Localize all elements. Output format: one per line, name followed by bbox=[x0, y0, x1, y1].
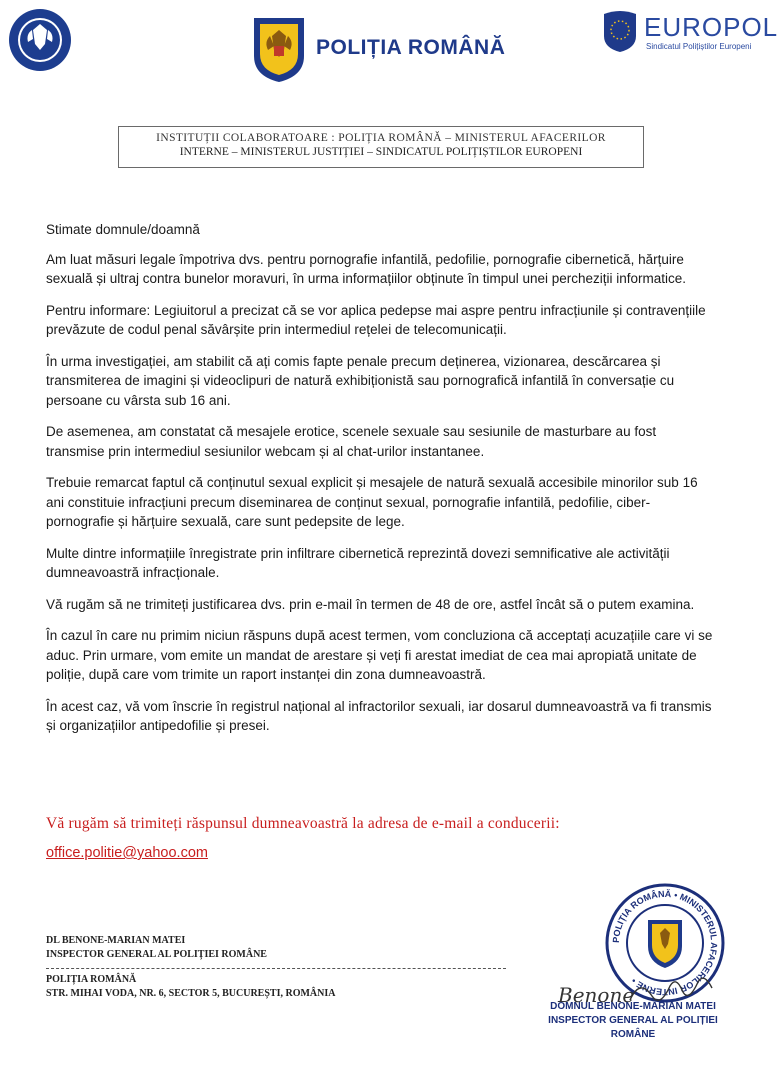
institutions-box bbox=[118, 126, 644, 168]
stamp-caption-line: DOMNUL BENONE-MARIAN MATEI bbox=[550, 1001, 716, 1012]
stamp-caption-line: INSPECTOR GENERAL AL POLIȚIEI bbox=[548, 1015, 718, 1026]
organization-address: STR. MIHAI VODA, NR. 6, SECTOR 5, BUCUREȘTI, ROMÂNIA bbox=[46, 988, 336, 999]
signature-text: Benone bbox=[558, 983, 635, 1007]
paragraph: Multe dintre informațiile înregistrate prin infiltrare cibernetică reprezintă dovezi semnificative ale activității dumneavoastră infracționale. bbox=[46, 545, 670, 580]
paragraph: Vă rugăm să ne trimiteți justificarea dvs. prin e-mail în termen de 48 de ore, astfel încât să o putem examina. bbox=[46, 596, 695, 612]
paragraph: Trebuie remarcat faptul că conținutul sexual explicit și mesajele de natură sexuală accesibile minorilor sub 16 ani constituie infracțiuni precum diseminarea de conținut sexual, pornografie infantilă, pedofilie, ciber-pornografie și hărțuire sexuală, care sunt pedepsite de lege. bbox=[46, 475, 698, 529]
paragraph: În cazul în care nu primim niciun răspuns după acest termen, vom concluziona că acceptați acuzațiile care vi se aduc. Prin urmare, vom emite un mandat de arestare și veți fi arestat imediat de cea mai apropiată unitate de poliție, după care vom trimite un raport instanței din zona dumneavoastră. bbox=[46, 628, 713, 682]
institutions-line-2: INTERNE – MINISTERUL JUSTIȚIEI – SINDICATUL POLIȚIȘTILOR EUROPENI bbox=[179, 146, 583, 158]
paragraph: În acest caz, vă vom înscrie în registrul național al infractorilor sexuali, iar dosarul dumneavoastră va fi transmis și organizațiilor antipedofilie și presei. bbox=[46, 698, 712, 733]
paragraph: Pentru informare: Legiuitorul a precizat că se vor aplica pedepse mai aspre pentru infracțiunile și contravențiile prevăzute de codul penal săvârșite prin intermediul rețelei de telecomunicații. bbox=[46, 302, 706, 337]
email-link[interactable]: office.politie@yahoo.com bbox=[46, 845, 208, 861]
signatory-name: DL BENONE-MARIAN MATEI bbox=[46, 935, 186, 946]
paragraph: De asemenea, am constatat că mesajele erotice, scenele sexuale sau sesiunile de masturbare au fost transmise prin intermediul sesiunilor webcam și al chat-urilor instantanee. bbox=[46, 424, 657, 459]
letter-body bbox=[46, 220, 718, 748]
organization-name: POLIȚIA ROMÂNĂ bbox=[46, 974, 137, 985]
stamp-caption-line: ROMÂNE bbox=[610, 1029, 656, 1040]
government-seal-logo bbox=[8, 8, 72, 72]
europol-badge-icon bbox=[600, 10, 640, 54]
stamp-ring-text: POLIȚIA ROMÂNĂ • MINISTERUL AFACERILOR INTERNE • bbox=[610, 888, 720, 998]
footer-divider bbox=[46, 968, 506, 969]
police-title: POLIȚIA ROMÂNĂ bbox=[316, 36, 506, 59]
stamp-caption bbox=[520, 1000, 746, 1042]
greeting: Stimate domnule/doamnă bbox=[46, 222, 200, 237]
institutions-line-1: INSTITUȚII COLABORATOARE : POLIȚIA ROMÂNĂ – MINISTERUL AFACERILOR bbox=[156, 132, 606, 144]
footer-signature-block bbox=[46, 934, 506, 1001]
reply-request: Vă rugăm să trimiteți răspunsul dumneavoastră la adresa de e-mail a conducerii: bbox=[46, 815, 560, 832]
paragraph: În urma investigației, am stabilit că ați comis fapte penale precum deținerea, vizionarea, descărcarea și transmiterea de imagini și videoclipuri de natură exhibiționistă sau pornografică infantilă în conversație cu persoane cu vârsta sub 16 ani. bbox=[46, 353, 675, 408]
police-crest-logo bbox=[252, 16, 306, 84]
europol-name: EUROPOL bbox=[644, 12, 778, 42]
paragraph: Am luat măsuri legale împotriva dvs. pentru pornografie infantilă, pedofilie, pornografie cibernetică, hărțuire sexuală și ultraj contra bunelor moravuri, în urma informațiilor obținute în timpul unei percheziții informatice. bbox=[46, 251, 687, 286]
europol-subtitle: Sindicatul Polițiștilor Europeni bbox=[646, 42, 752, 51]
signatory-role: INSPECTOR GENERAL AL POLIȚIEI ROMÂNE bbox=[46, 949, 267, 960]
